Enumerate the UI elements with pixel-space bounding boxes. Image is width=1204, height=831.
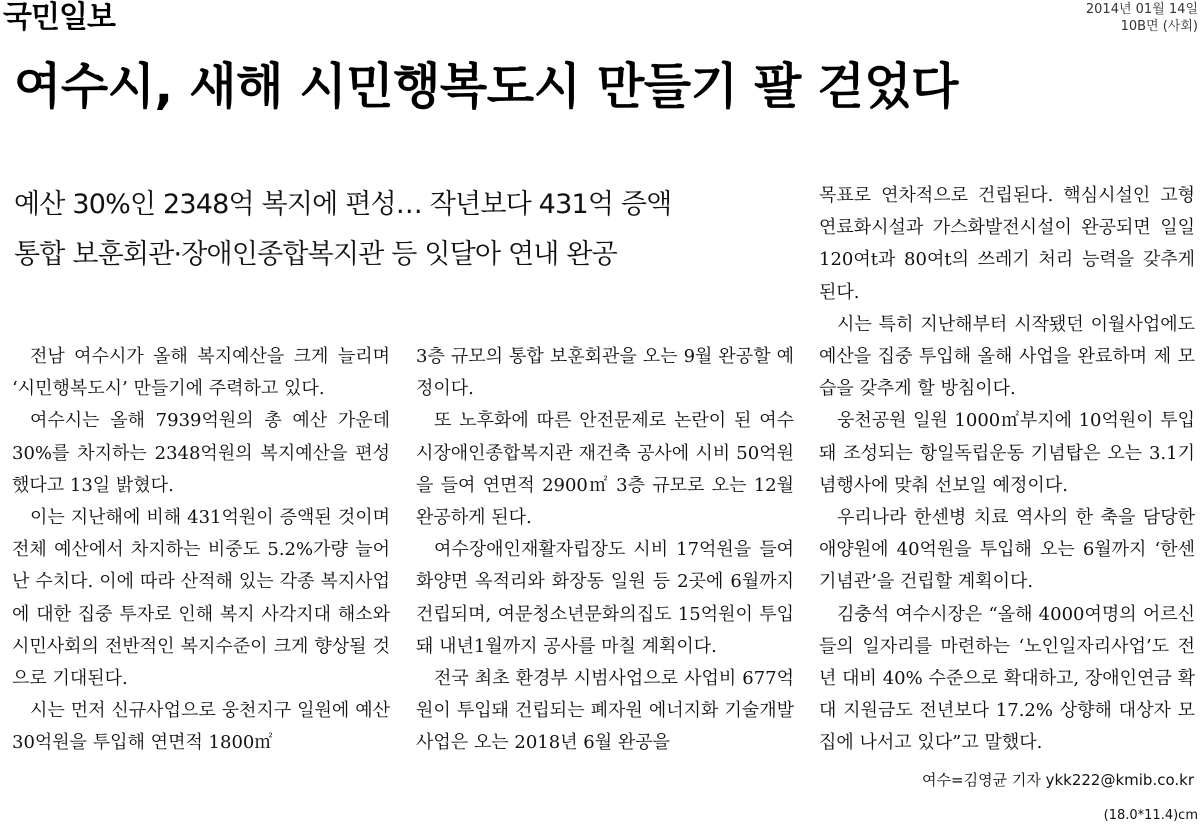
subheadline-2: 통합 보훈회관·장애인종합복지관 등 잇달아 연내 완공 [14,239,617,270]
page-section: 10B면 (사회) [1120,19,1198,34]
paragraph: 시는 먼저 신규사업으로 웅천지구 일원에 예산 30억원을 투입해 연면적 1800㎡ [12,700,390,754]
paragraph: 또 노후화에 따른 안전문제로 논란이 된 여수시장애인종합복지관 재건축 공사에 시비 50억원을 들여 연면적 2900㎡ 3층 규모로 오는 12월 완공하게 된다. [416,410,794,529]
paragraph: 전남 여수시가 올해 복지예산을 크게 늘리며 ‘시민행복도시’ 만들기에 주력하고 있다. [12,346,390,400]
paragraph: 시는 특히 지난해부터 시작됐던 이월사업에도 예산을 집중 투입해 올해 사업을 완료하며 제 모습을 갖추게 할 방침이다. [819,313,1195,400]
reporter-byline: 여수=김영균 기자 ykk222@kmib.co.kr [922,771,1194,789]
paragraph: 3층 규모의 통합 보훈회관을 오는 9월 완공할 예정이다. [416,346,794,400]
subheadline-1: 예산 30%인 2348억 복지에 편성… 작년보다 431억 증액 [14,189,672,220]
article-column-3 [819,180,1195,760]
publication-info [1086,1,1198,35]
article-size-note: (18.0*11.4)cm [1103,808,1198,823]
paragraph: 전국 최초 환경부 시범사업으로 사업비 677억원이 투입돼 건립되는 폐자원 에너지화 기술개발사업은 오는 2018년 6월 완공을 [416,668,794,754]
article-column-2 [416,341,794,760]
article-column-1 [12,341,390,760]
paragraph: 이는 지난해에 비해 431억원이 증액된 것이며 전체 예산에서 차지하는 비중도 5.2%가량 늘어난 수치다. 이에 따라 산적해 있는 각종 복지사업에 대한 집중 투자로 인해 복지 사각지대 해소와 시민사회의 전반적인 복지수준이 크게 향상될 것으로 기대된다. [12,507,390,690]
paragraph: 웅천공원 일원 1000㎡부지에 10억원이 투입돼 조성되는 항일독립운동 기념탑은 오는 3.1기념행사에 맞춰 선보일 예정이다. [819,410,1195,496]
article-headline: 여수시, 새해 시민행복도시 만들기 팔 걷었다 [14,58,958,115]
paragraph: 우리나라 한센병 치료 역사의 한 축을 담당한 애양원에 40억원을 투입해 오는 6월까지 ‘한센기념관’을 건립할 계획이다. [819,507,1195,593]
newspaper-masthead: 국민일보 [3,0,115,35]
paragraph: 김충석 여수시장은 “올해 4000여명의 어르신들의 일자리를 마련하는 ‘노인일자리사업’도 전년 대비 40% 수준으로 확대하고, 장애인연금 확대 지원금도 전년보다 17.2% 상향해 대상자 모집에 나서고 있다”고 말했다. [819,603,1195,754]
paragraph: 여수장애인재활자립장도 시비 17억원을 들여 화양면 옥적리와 화장동 일원 등 2곳에 6월까지 건립되며, 여문청소년문화의집도 15억원이 투입돼 내년1월까지 공사를 마칠 계획이다. [416,539,794,657]
publication-date: 2014년 01월 14일 [1085,2,1198,17]
paragraph: 목표로 연차적으로 건립된다. 핵심시설인 고형연료화시설과 가스화발전시설이 완공되면 일일 120여t과 80여t의 쓰레기 처리 능력을 갖추게 된다. [819,185,1195,303]
paragraph: 여수시는 올해 7939억원의 총 예산 가운데 30%를 차지하는 2348억원의 복지예산을 편성했다고 13일 밝혔다. [12,410,390,496]
article-subheadlines [14,180,794,280]
